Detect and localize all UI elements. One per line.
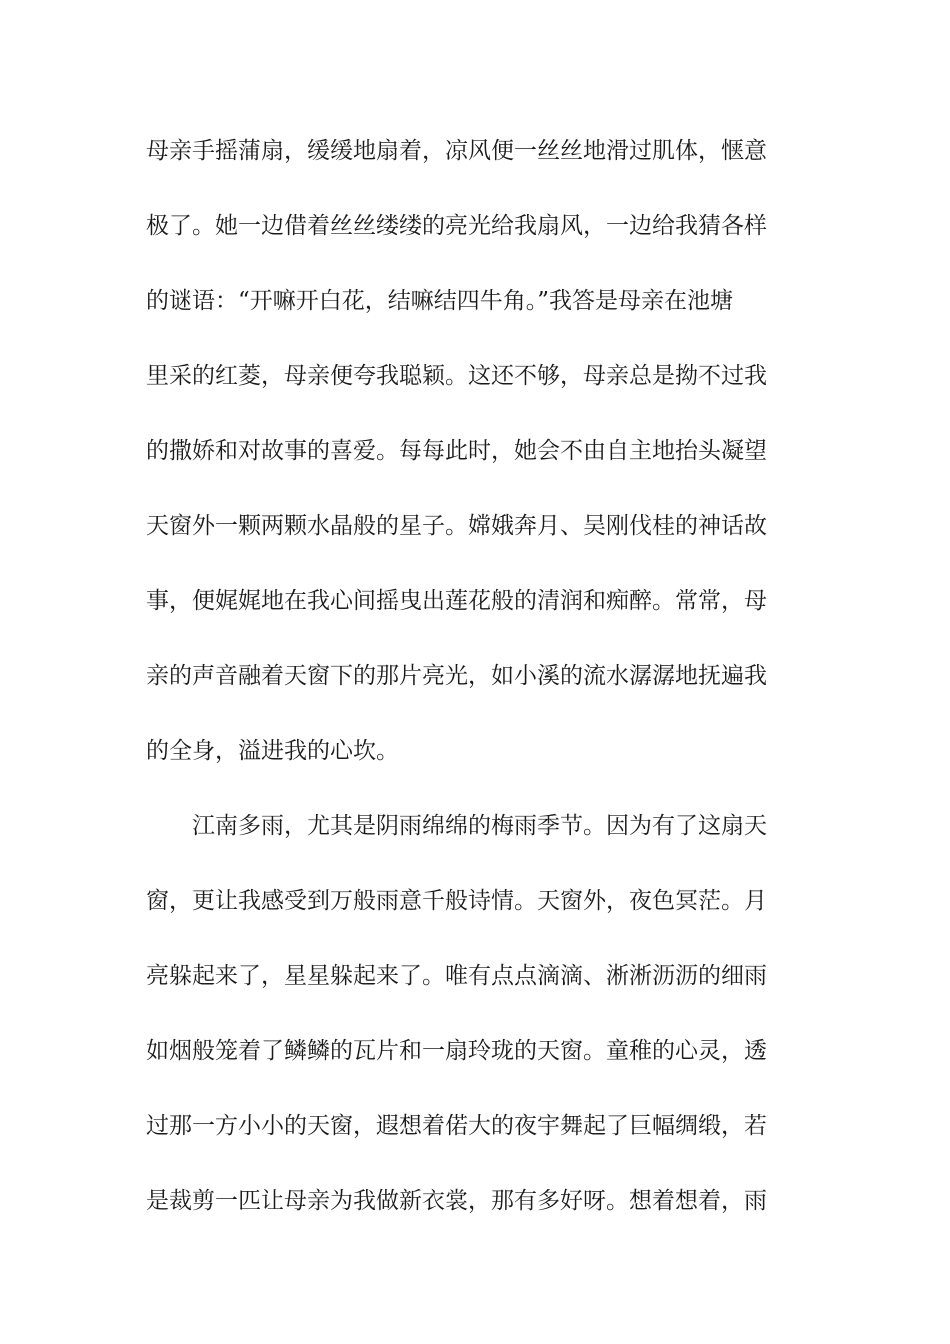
- paragraph-2-line-1: 江南多雨，尤其是阴雨绵绵的梅雨季节。因为有了这扇天: [192, 813, 767, 839]
- paragraph-1-line-4: 里采的红菱，母亲便夸我聪颖。这还不够，母亲总是拗不过我: [146, 363, 767, 389]
- paragraph-2-line-5: 过那一方小小的天窗，遐想着偌大的夜宇舞起了巨幅绸缎，若: [146, 1113, 767, 1139]
- paragraph-1-line-6: 天窗外一颗两颗水晶般的星子。嫦娥奔月、吴刚伐桂的神话故: [146, 513, 767, 539]
- paragraph-2-line-2: 窗，更让我感受到万般雨意千般诗情。天窗外，夜色冥茫。月: [146, 888, 767, 914]
- paragraph-2-line-4: 如烟般笼着了鳞鳞的瓦片和一扇玲珑的天窗。童稚的心灵，透: [146, 1038, 767, 1064]
- paragraph-1-line-3: 的谜语：“开嘛开白花，结嘛结四牛角。”我答是母亲在池塘: [146, 288, 734, 314]
- paragraph-1-line-7: 事，便娓娓地在我心间摇曳出莲花般的清润和痴醉。常常，母: [146, 588, 767, 614]
- paragraph-1-line-8: 亲的声音融着天窗下的那片亮光，如小溪的流水潺潺地抚遍我: [146, 663, 767, 689]
- paragraph-1-line-9: 的全身，溢进我的心坎。: [146, 738, 399, 764]
- paragraph-1-line-1: 母亲手摇蒲扇，缓缓地扇着，凉风便一丝丝地滑过肌体，惬意: [146, 138, 767, 164]
- paragraph-1-line-5: 的撒娇和对故事的喜爱。每每此时，她会不由自主地抬头凝望: [146, 438, 767, 464]
- paragraph-2-line-3: 亮躲起来了，星星躲起来了。唯有点点滴滴、淅淅沥沥的细雨: [146, 963, 767, 989]
- paragraph-1-line-2: 极了。她一边借着丝丝缕缕的亮光给我扇风，一边给我猜各样: [146, 213, 767, 239]
- paragraph-2-line-6: 是裁剪一匹让母亲为我做新衣裳，那有多好呀。想着想着，雨: [146, 1188, 767, 1214]
